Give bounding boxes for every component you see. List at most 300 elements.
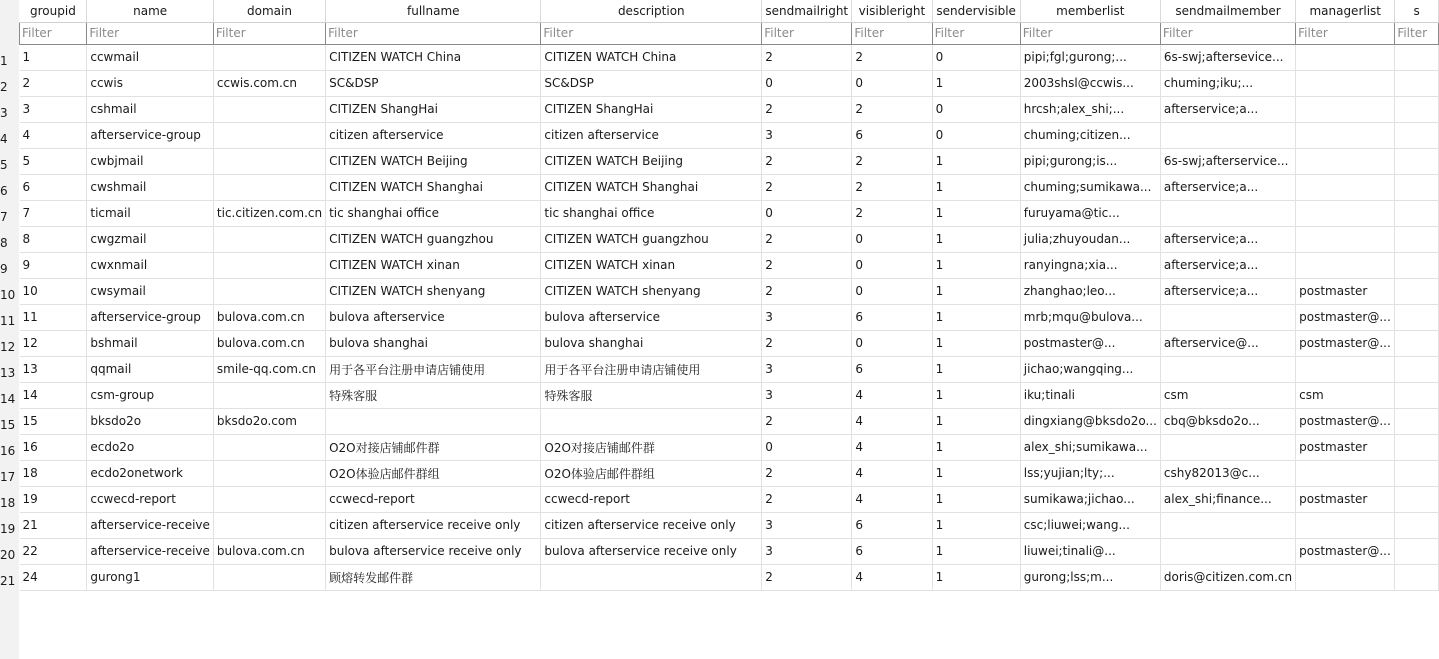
table-row[interactable] [20, 122, 1439, 148]
table-cell[interactable] [1160, 304, 1295, 330]
table-row[interactable] [20, 486, 1439, 512]
table-cell[interactable]: bksdo2o [87, 408, 214, 434]
table-cell[interactable] [1160, 200, 1295, 226]
table-cell[interactable] [1296, 148, 1395, 174]
table-cell[interactable] [1395, 70, 1439, 96]
table-cell[interactable] [213, 434, 325, 460]
table-cell[interactable]: bulova afterservice [541, 304, 762, 330]
filter-input-s[interactable] [1395, 23, 1438, 43]
table-row[interactable] [20, 330, 1439, 356]
table-row[interactable] [20, 382, 1439, 408]
filter-input-groupid[interactable] [20, 23, 86, 43]
table-cell[interactable]: 2 [762, 252, 852, 278]
table-cell[interactable]: 6 [852, 512, 932, 538]
table-cell[interactable]: postmaster@... [1296, 330, 1395, 356]
table-cell[interactable]: 6 [20, 174, 87, 200]
table-cell[interactable]: citizen afterservice receive only [541, 512, 762, 538]
table-cell[interactable] [1395, 96, 1439, 122]
table-cell[interactable]: alex_shi;sumikawa... [1020, 434, 1160, 460]
table-cell[interactable]: 2 [852, 96, 932, 122]
table-cell[interactable]: 1 [932, 564, 1020, 590]
table-cell[interactable]: bksdo2o.com [213, 408, 325, 434]
table-cell[interactable] [213, 174, 325, 200]
table-cell[interactable]: 0 [762, 434, 852, 460]
table-cell[interactable]: 2 [20, 70, 87, 96]
table-cell[interactable]: CITIZEN WATCH shenyang [326, 278, 541, 304]
table-cell[interactable]: zhanghao;leo... [1020, 278, 1160, 304]
table-cell[interactable]: 1 [932, 486, 1020, 512]
table-cell[interactable]: 1 [932, 148, 1020, 174]
table-cell[interactable] [1395, 44, 1439, 70]
table-cell[interactable]: afterservice;a... [1160, 96, 1295, 122]
table-cell[interactable]: 6 [852, 538, 932, 564]
row-number[interactable]: 10 [0, 288, 16, 302]
table-cell[interactable] [213, 486, 325, 512]
table-cell[interactable] [213, 122, 325, 148]
table-cell[interactable] [1395, 122, 1439, 148]
table-cell[interactable]: 4 [852, 486, 932, 512]
table-cell[interactable]: csc;liuwei;wang... [1020, 512, 1160, 538]
table-cell[interactable]: 24 [20, 564, 87, 590]
table-cell[interactable]: jichao;wangqing... [1020, 356, 1160, 382]
row-number[interactable]: 14 [0, 392, 16, 406]
table-cell[interactable]: csm [1160, 382, 1295, 408]
row-number[interactable]: 15 [0, 418, 16, 432]
table-row[interactable] [20, 226, 1439, 252]
table-cell[interactable]: alex_shi;finance... [1160, 486, 1295, 512]
table-row[interactable] [20, 538, 1439, 564]
table-cell[interactable]: O2O对接店铺邮件群 [541, 434, 762, 460]
table-cell[interactable]: 3 [20, 96, 87, 122]
table-cell[interactable]: CITIZEN WATCH Beijing [326, 148, 541, 174]
table-cell[interactable]: postmaster@... [1020, 330, 1160, 356]
table-cell[interactable]: chuming;citizen... [1020, 122, 1160, 148]
table-cell[interactable]: cwshmail [87, 174, 214, 200]
table-cell[interactable] [213, 278, 325, 304]
table-cell[interactable] [1395, 200, 1439, 226]
column-header-sendmailright[interactable]: sendmailright [762, 0, 852, 22]
table-cell[interactable]: 0 [932, 122, 1020, 148]
filter-input-name[interactable] [87, 23, 213, 43]
table-cell[interactable]: afterservice;a... [1160, 252, 1295, 278]
table-cell[interactable] [213, 512, 325, 538]
row-number[interactable]: 20 [0, 548, 16, 562]
table-cell[interactable]: 2003shsl@ccwis... [1020, 70, 1160, 96]
table-cell[interactable]: ccwecd-report [87, 486, 214, 512]
table-cell[interactable]: 0 [852, 278, 932, 304]
table-cell[interactable]: ecdo2onetwork [87, 460, 214, 486]
table-row[interactable] [20, 174, 1439, 200]
column-header-sendervisible[interactable]: sendervisible [932, 0, 1020, 22]
table-cell[interactable]: ticmail [87, 200, 214, 226]
table-cell[interactable]: bulova afterservice receive only [541, 538, 762, 564]
row-number[interactable]: 13 [0, 366, 16, 380]
row-number[interactable]: 1 [0, 54, 8, 68]
column-header-name[interactable]: name [87, 0, 214, 22]
table-cell[interactable]: O2O体验店邮件群组 [326, 460, 541, 486]
table-cell[interactable]: 14 [20, 382, 87, 408]
table-cell[interactable]: CITIZEN WATCH guangzhou [326, 226, 541, 252]
table-cell[interactable]: CITIZEN WATCH Beijing [541, 148, 762, 174]
table-cell[interactable]: 4 [852, 564, 932, 590]
table-cell[interactable] [1160, 434, 1295, 460]
table-cell[interactable]: 用于各平台注册申请店铺使用 [326, 356, 541, 382]
table-cell[interactable] [1395, 382, 1439, 408]
table-cell[interactable]: 4 [852, 434, 932, 460]
table-cell[interactable]: pipi;gurong;is... [1020, 148, 1160, 174]
table-cell[interactable] [1395, 148, 1439, 174]
table-cell[interactable]: 2 [852, 200, 932, 226]
table-cell[interactable]: iku;tinali [1020, 382, 1160, 408]
table-row[interactable] [20, 96, 1439, 122]
table-cell[interactable] [1296, 226, 1395, 252]
table-cell[interactable]: CITIZEN WATCH Shanghai [326, 174, 541, 200]
table-cell[interactable]: smile-qq.com.cn [213, 356, 325, 382]
table-cell[interactable] [213, 460, 325, 486]
table-cell[interactable]: 4 [852, 382, 932, 408]
table-row[interactable] [20, 148, 1439, 174]
table-cell[interactable]: SC&DSP [541, 70, 762, 96]
table-cell[interactable] [213, 252, 325, 278]
table-row[interactable] [20, 460, 1439, 486]
table-cell[interactable]: ranyingna;xia... [1020, 252, 1160, 278]
table-row[interactable] [20, 356, 1439, 382]
table-cell[interactable]: 10 [20, 278, 87, 304]
column-header-visibleright[interactable]: visibleright [852, 0, 932, 22]
table-cell[interactable] [1395, 278, 1439, 304]
table-cell[interactable]: 2 [762, 408, 852, 434]
table-cell[interactable]: 1 [932, 330, 1020, 356]
table-row[interactable] [20, 434, 1439, 460]
table-cell[interactable]: 6s-swj;afterservice... [1160, 148, 1295, 174]
filter-input-description[interactable] [541, 23, 761, 43]
table-cell[interactable]: 顾熔转发邮件群 [326, 564, 541, 590]
table-cell[interactable]: 1 [932, 226, 1020, 252]
table-row[interactable] [20, 70, 1439, 96]
table-row[interactable] [20, 564, 1439, 590]
table-cell[interactable]: 4 [20, 122, 87, 148]
table-cell[interactable]: 6 [852, 122, 932, 148]
column-header-s[interactable]: s [1395, 0, 1439, 22]
filter-input-fullname[interactable] [326, 23, 540, 43]
row-number[interactable]: 8 [0, 236, 8, 250]
table-cell[interactable]: 0 [932, 44, 1020, 70]
table-cell[interactable]: 22 [20, 538, 87, 564]
table-cell[interactable]: 11 [20, 304, 87, 330]
table-cell[interactable]: 13 [20, 356, 87, 382]
table-cell[interactable]: 2 [852, 148, 932, 174]
table-cell[interactable] [1395, 356, 1439, 382]
table-cell[interactable]: julia;zhuyoudan... [1020, 226, 1160, 252]
table-cell[interactable]: postmaster [1296, 486, 1395, 512]
table-cell[interactable]: afterservice-receive [87, 538, 214, 564]
table-cell[interactable]: 7 [20, 200, 87, 226]
table-cell[interactable]: 0 [852, 226, 932, 252]
table-cell[interactable]: bulova afterservice receive only [326, 538, 541, 564]
table-cell[interactable]: CITIZEN WATCH guangzhou [541, 226, 762, 252]
table-cell[interactable]: sumikawa;jichao... [1020, 486, 1160, 512]
table-cell[interactable]: 1 [932, 278, 1020, 304]
table-cell[interactable]: 6 [852, 356, 932, 382]
table-cell[interactable]: qqmail [87, 356, 214, 382]
table-cell[interactable] [1395, 252, 1439, 278]
table-cell[interactable]: lss;yujian;lty;... [1020, 460, 1160, 486]
table-cell[interactable]: gurong;lss;m... [1020, 564, 1160, 590]
table-cell[interactable] [213, 148, 325, 174]
table-cell[interactable]: CITIZEN WATCH shenyang [541, 278, 762, 304]
table-cell[interactable]: tic.citizen.com.cn [213, 200, 325, 226]
column-header-sendmailmember[interactable]: sendmailmember [1160, 0, 1295, 22]
table-cell[interactable]: bulova shanghai [326, 330, 541, 356]
table-cell[interactable] [1395, 408, 1439, 434]
table-cell[interactable]: chuming;iku;... [1160, 70, 1295, 96]
table-cell[interactable]: 2 [762, 96, 852, 122]
table-cell[interactable]: 0 [852, 330, 932, 356]
table-cell[interactable]: 1 [932, 174, 1020, 200]
table-cell[interactable] [1296, 460, 1395, 486]
table-cell[interactable]: 1 [932, 512, 1020, 538]
filter-input-sendervisible[interactable] [933, 23, 1020, 43]
table-cell[interactable]: 19 [20, 486, 87, 512]
table-row[interactable] [20, 512, 1439, 538]
table-cell[interactable]: postmaster [1296, 278, 1395, 304]
table-cell[interactable]: O2O体验店邮件群组 [541, 460, 762, 486]
table-cell[interactable] [1296, 356, 1395, 382]
table-cell[interactable]: doris@citizen.com.cn [1160, 564, 1295, 590]
table-cell[interactable] [1395, 174, 1439, 200]
table-cell[interactable]: 0 [852, 70, 932, 96]
table-cell[interactable]: 1 [932, 538, 1020, 564]
table-row[interactable] [20, 278, 1439, 304]
table-cell[interactable] [1296, 200, 1395, 226]
table-cell[interactable] [1395, 512, 1439, 538]
table-cell[interactable]: citizen afterservice receive only [326, 512, 541, 538]
table-row[interactable] [20, 408, 1439, 434]
table-cell[interactable] [1296, 70, 1395, 96]
table-cell[interactable]: 2 [762, 148, 852, 174]
table-cell[interactable]: cshy82013@c... [1160, 460, 1295, 486]
table-cell[interactable]: chuming;sumikawa... [1020, 174, 1160, 200]
table-cell[interactable] [1395, 226, 1439, 252]
table-cell[interactable] [213, 382, 325, 408]
table-cell[interactable] [1296, 122, 1395, 148]
column-header-groupid[interactable]: groupid [20, 0, 87, 22]
table-cell[interactable]: ecdo2o [87, 434, 214, 460]
row-number[interactable]: 5 [0, 158, 8, 172]
table-cell[interactable]: 1 [932, 304, 1020, 330]
column-header-description[interactable]: description [541, 0, 762, 22]
table-cell[interactable]: 18 [20, 460, 87, 486]
table-cell[interactable]: bulova.com.cn [213, 304, 325, 330]
table-cell[interactable] [326, 408, 541, 434]
table-cell[interactable]: 2 [762, 564, 852, 590]
table-cell[interactable] [1395, 460, 1439, 486]
table-cell[interactable]: 3 [762, 304, 852, 330]
table-cell[interactable]: CITIZEN WATCH China [326, 44, 541, 70]
table-cell[interactable]: 5 [20, 148, 87, 174]
table-cell[interactable]: cshmail [87, 96, 214, 122]
table-cell[interactable]: afterservice;a... [1160, 174, 1295, 200]
table-cell[interactable] [1395, 538, 1439, 564]
table-cell[interactable]: 2 [852, 44, 932, 70]
table-cell[interactable] [1395, 486, 1439, 512]
table-cell[interactable]: 0 [932, 96, 1020, 122]
column-header-fullname[interactable]: fullname [326, 0, 541, 22]
filter-input-sendmailright[interactable] [762, 23, 851, 43]
table-cell[interactable]: cwgzmail [87, 226, 214, 252]
table-cell[interactable]: 6s-swj;aftersevice... [1160, 44, 1295, 70]
table-cell[interactable]: 2 [762, 330, 852, 356]
table-cell[interactable]: afterservice-receive [87, 512, 214, 538]
table-cell[interactable]: 1 [932, 460, 1020, 486]
table-cell[interactable]: 1 [932, 70, 1020, 96]
table-cell[interactable]: tic shanghai office [541, 200, 762, 226]
column-header-managerlist[interactable]: managerlist [1296, 0, 1395, 22]
table-cell[interactable] [1395, 564, 1439, 590]
table-cell[interactable]: cwbjmail [87, 148, 214, 174]
row-number[interactable]: 7 [0, 210, 8, 224]
table-cell[interactable]: postmaster@... [1296, 408, 1395, 434]
table-cell[interactable]: furuyama@tic... [1020, 200, 1160, 226]
table-cell[interactable]: 2 [762, 44, 852, 70]
table-cell[interactable]: 用于各平台注册申请店铺使用 [541, 356, 762, 382]
table-cell[interactable]: 2 [762, 278, 852, 304]
table-cell[interactable]: 1 [932, 382, 1020, 408]
table-cell[interactable] [213, 564, 325, 590]
column-header-memberlist[interactable]: memberlist [1020, 0, 1160, 22]
table-cell[interactable]: 4 [852, 408, 932, 434]
table-cell[interactable]: 1 [20, 44, 87, 70]
table-cell[interactable]: 1 [932, 356, 1020, 382]
table-cell[interactable]: bulova.com.cn [213, 538, 325, 564]
table-cell[interactable]: SC&DSP [326, 70, 541, 96]
table-cell[interactable]: 2 [762, 486, 852, 512]
row-number[interactable]: 3 [0, 106, 8, 120]
table-cell[interactable]: citizen afterservice [541, 122, 762, 148]
table-cell[interactable]: CITIZEN WATCH xinan [541, 252, 762, 278]
table-cell[interactable]: 3 [762, 538, 852, 564]
table-row[interactable] [20, 44, 1439, 70]
table-row[interactable] [20, 200, 1439, 226]
table-cell[interactable]: 12 [20, 330, 87, 356]
table-cell[interactable]: 1 [932, 434, 1020, 460]
table-cell[interactable]: 2 [852, 174, 932, 200]
table-cell[interactable]: 16 [20, 434, 87, 460]
table-cell[interactable]: cbq@bksdo2o... [1160, 408, 1295, 434]
table-cell[interactable]: CITIZEN WATCH China [541, 44, 762, 70]
row-number[interactable]: 12 [0, 340, 16, 354]
table-cell[interactable]: 1 [932, 252, 1020, 278]
table-cell[interactable]: postmaster [1296, 434, 1395, 460]
table-cell[interactable]: 15 [20, 408, 87, 434]
table-cell[interactable]: bshmail [87, 330, 214, 356]
table-cell[interactable]: ccwecd-report [326, 486, 541, 512]
table-cell[interactable] [1296, 96, 1395, 122]
table-cell[interactable] [1296, 252, 1395, 278]
row-number[interactable]: 16 [0, 444, 16, 458]
row-number[interactable]: 18 [0, 496, 16, 510]
column-header-domain[interactable]: domain [213, 0, 325, 22]
row-number[interactable]: 2 [0, 80, 8, 94]
table-cell[interactable]: pipi;fgl;gurong;... [1020, 44, 1160, 70]
table-cell[interactable]: 2 [762, 460, 852, 486]
table-cell[interactable] [541, 564, 762, 590]
table-cell[interactable]: 3 [762, 512, 852, 538]
filter-input-managerlist[interactable] [1296, 23, 1394, 43]
table-cell[interactable]: 0 [762, 200, 852, 226]
table-cell[interactable]: 8 [20, 226, 87, 252]
filter-input-memberlist[interactable] [1021, 23, 1160, 43]
table-cell[interactable]: cwsymail [87, 278, 214, 304]
table-cell[interactable]: 2 [762, 226, 852, 252]
table-cell[interactable] [1296, 564, 1395, 590]
table-cell[interactable]: 4 [852, 460, 932, 486]
table-cell[interactable]: tic shanghai office [326, 200, 541, 226]
filter-input-sendmailmember[interactable] [1161, 23, 1295, 43]
table-cell[interactable]: 1 [932, 200, 1020, 226]
table-cell[interactable] [1296, 512, 1395, 538]
table-cell[interactable]: bulova.com.cn [213, 330, 325, 356]
table-cell[interactable]: afterservice;a... [1160, 226, 1295, 252]
row-number[interactable]: 17 [0, 470, 16, 484]
table-cell[interactable]: afterservice@... [1160, 330, 1295, 356]
table-cell[interactable]: 3 [762, 356, 852, 382]
table-cell[interactable]: csm [1296, 382, 1395, 408]
table-cell[interactable]: O2O对接店铺邮件群 [326, 434, 541, 460]
table-cell[interactable]: csm-group [87, 382, 214, 408]
table-cell[interactable]: ccwecd-report [541, 486, 762, 512]
row-number[interactable]: 9 [0, 262, 8, 276]
table-cell[interactable]: afterservice;a... [1160, 278, 1295, 304]
table-cell[interactable]: 特殊客服 [326, 382, 541, 408]
table-cell[interactable]: CITIZEN WATCH Shanghai [541, 174, 762, 200]
table-cell[interactable]: mrb;mqu@bulova... [1020, 304, 1160, 330]
table-cell[interactable] [1395, 434, 1439, 460]
table-cell[interactable]: CITIZEN ShangHai [541, 96, 762, 122]
table-cell[interactable] [1160, 356, 1295, 382]
table-cell[interactable]: afterservice-group [87, 304, 214, 330]
table-cell[interactable]: citizen afterservice [326, 122, 541, 148]
table-cell[interactable]: gurong1 [87, 564, 214, 590]
table-cell[interactable]: 6 [852, 304, 932, 330]
row-number[interactable]: 21 [0, 574, 16, 588]
table-cell[interactable]: 3 [762, 382, 852, 408]
table-cell[interactable]: 21 [20, 512, 87, 538]
table-cell[interactable] [213, 226, 325, 252]
table-cell[interactable]: bulova afterservice [326, 304, 541, 330]
row-number[interactable]: 19 [0, 522, 16, 536]
table-cell[interactable] [1296, 44, 1395, 70]
table-cell[interactable]: ccwis [87, 70, 214, 96]
table-cell[interactable] [213, 44, 325, 70]
table-cell[interactable]: cwxnmail [87, 252, 214, 278]
table-cell[interactable]: CITIZEN WATCH xinan [326, 252, 541, 278]
table-cell[interactable] [213, 96, 325, 122]
filter-input-visibleright[interactable] [852, 23, 931, 43]
table-row[interactable] [20, 304, 1439, 330]
table-cell[interactable]: dingxiang@bksdo2o... [1020, 408, 1160, 434]
table-cell[interactable]: 特殊客服 [541, 382, 762, 408]
row-number[interactable]: 6 [0, 184, 8, 198]
table-cell[interactable]: ccwmail [87, 44, 214, 70]
table-cell[interactable]: 1 [932, 408, 1020, 434]
table-cell[interactable] [1296, 174, 1395, 200]
table-row[interactable] [20, 252, 1439, 278]
row-number[interactable]: 4 [0, 132, 8, 146]
table-cell[interactable]: 0 [762, 70, 852, 96]
table-cell[interactable]: CITIZEN ShangHai [326, 96, 541, 122]
table-cell[interactable]: ccwis.com.cn [213, 70, 325, 96]
